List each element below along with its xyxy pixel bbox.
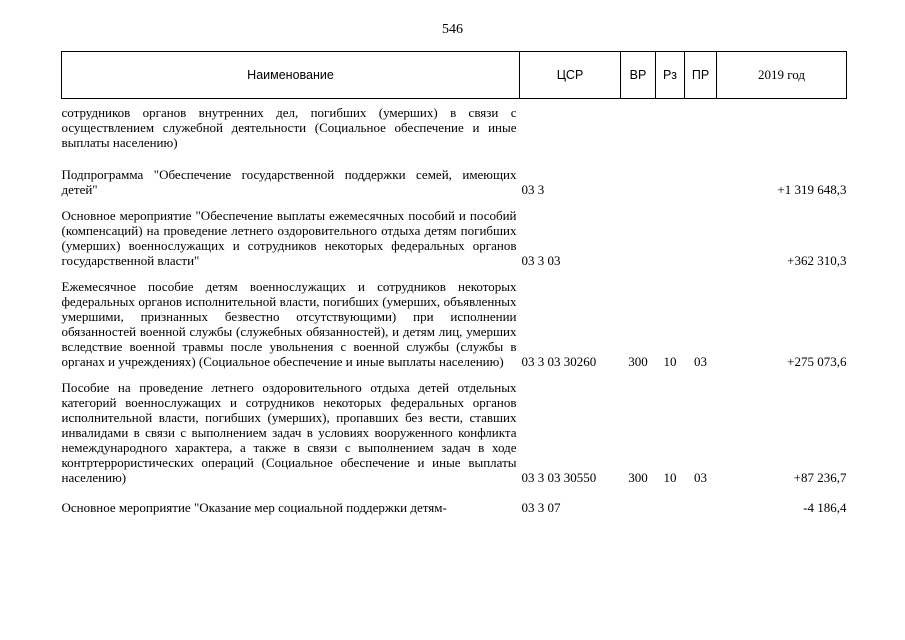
row-amount [717,99,847,151]
row-csr: 03 3 07 [521,500,561,515]
row-pr: 03 [694,470,707,485]
row-name: Пособие на проведение летнего оздоровительного отдыха детей отдельных категорий военнослужащих и сотрудников некоторых федеральных органов исполнительной власти, погибших (умерших), пропавших без вести, ставших инвалидами в связи с выполнением задач в условиях вооруженного конфликта немеждународного характера, а также в связи с выполнением задач в ходе контртеррористических операций (Социальное обеспечение и иные выплаты населению) [61,380,517,485]
table-row [62,268,847,369]
row-amount: +87 236,7 [793,470,847,485]
row-name: Основное мероприятие "Оказание мер социальной поддержки детям- [61,500,447,515]
table-row [62,150,847,197]
row-pr: 03 [694,354,707,369]
row-vr: 300 [628,354,648,369]
header-pr: ПР [685,52,717,99]
table-row [62,197,847,268]
row-rz [656,485,685,515]
table-row [62,369,847,485]
row-pr [685,197,717,268]
table-row [62,485,847,515]
row-pr [685,99,717,151]
row-csr [520,99,621,151]
row-csr: 03 3 03 [521,253,561,268]
row-pr [685,485,717,515]
header-year: 2019 год [717,52,847,99]
row-name: Основное мероприятие "Обеспечение выплаты ежемесячных пособий и пособий (компенсаций) на проведение летнего оздоровительного отдыха детям погибших (умерших) военнослужащих и сотрудников некоторых федеральных органов государственной власти" [61,208,517,268]
row-vr [621,150,656,197]
row-amount: +275 073,6 [787,354,847,369]
table-row [62,99,847,151]
row-vr [621,99,656,151]
header-name: Наименование [62,52,520,99]
row-name: сотрудников органов внутренних дел, погибших (умерших) в связи с осуществлением служебной деятельности (Социальное обеспечение и иные выплаты населению) [61,105,517,150]
page-number: 546 [442,22,463,37]
header-rz: Рз [656,52,685,99]
row-vr [621,197,656,268]
row-vr: 300 [628,470,648,485]
row-csr: 03 3 03 30260 [521,354,597,369]
row-pr [685,150,717,197]
table-header-row [62,52,847,99]
row-rz [656,150,685,197]
row-rz [656,197,685,268]
budget-table [61,51,847,515]
row-rz [656,99,685,151]
row-amount: +362 310,3 [787,253,847,268]
row-csr: 03 3 03 30550 [521,470,597,485]
header-vr: ВР [621,52,656,99]
row-name: Ежемесячное пособие детям военнослужащих и сотрудников некоторых федеральных органов исполнительной власти, погибших (умерших, объявленных умершими, признанных безвестно отсутствующими) при исполнении обязанностей военной службы (служебных обязанностей), и детям лиц, умерших вследствие военной травмы после увольнения с военной службы (службы в органах и учреждениях) (Социальное обеспечение и иные выплаты населению) [61,279,517,369]
row-vr [621,485,656,515]
row-rz: 10 [663,470,677,485]
row-rz: 10 [663,354,677,369]
row-csr: 03 3 [521,182,545,197]
row-name: Подпрограмма "Обеспечение государственной поддержки семей, имеющих детей" [61,167,517,197]
row-amount: -4 186,4 [803,500,847,515]
header-csr: ЦСР [520,52,621,99]
row-amount: +1 319 648,3 [777,182,847,197]
